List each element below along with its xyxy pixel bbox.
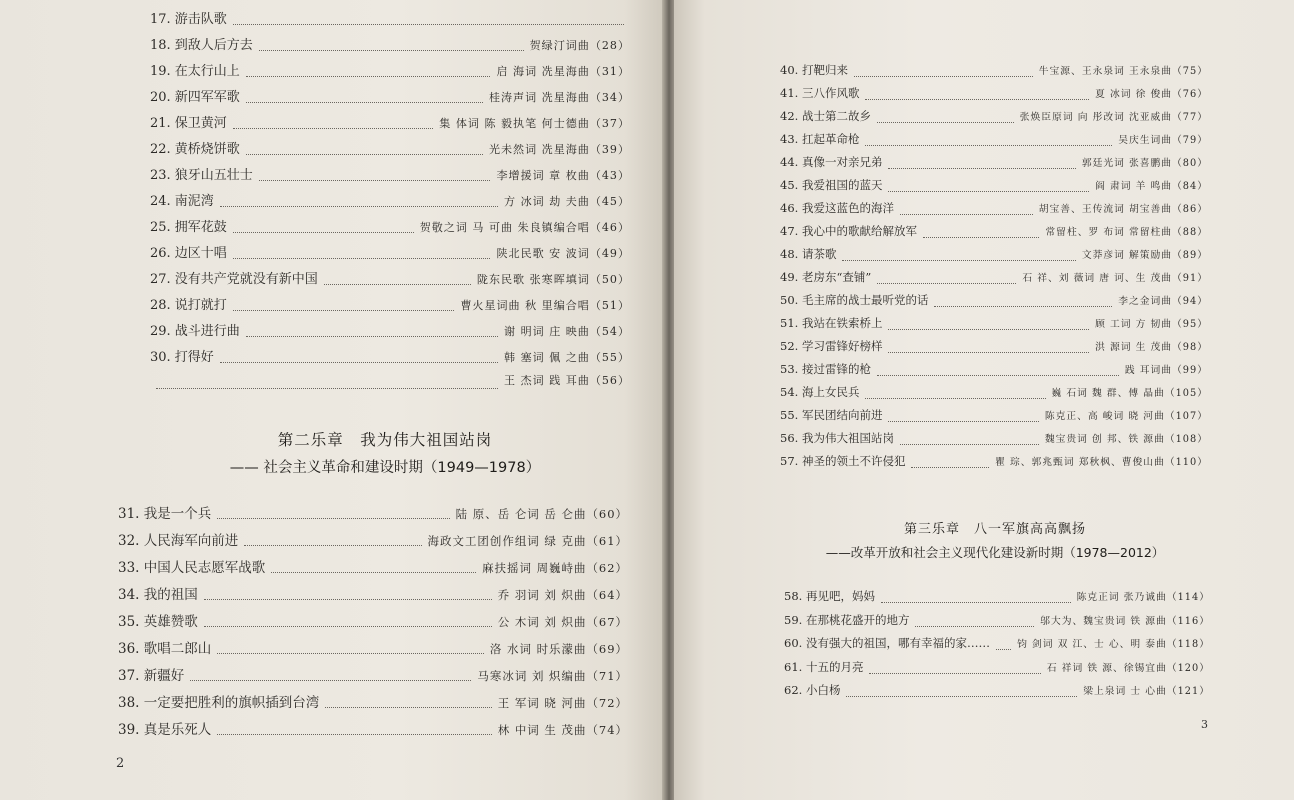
entry-credit: 曹火星词曲 秋 里编合唱（51）	[460, 299, 630, 312]
entry-title: 60. 没有强大的祖国，哪有幸福的家……	[784, 636, 990, 650]
toc-entry	[150, 8, 630, 34]
entry-title: 28. 说打就打	[150, 298, 227, 313]
entry-credit: 林 中词 生 茂曲（74）	[497, 723, 628, 737]
toc-entry	[780, 384, 1208, 407]
dot-leader	[877, 375, 1119, 376]
toc-entry	[118, 610, 628, 637]
toc-list-left-top	[150, 8, 630, 408]
toc-entry	[780, 154, 1208, 177]
toc-entry	[784, 588, 1210, 612]
entry-title: 41. 三八作风歌	[780, 86, 860, 100]
toc-entry	[150, 60, 630, 86]
dot-leader	[204, 599, 492, 600]
entry-title: 24. 南泥湾	[150, 194, 214, 209]
dot-leader	[259, 180, 491, 181]
entry-credit: 阎 肃词 羊 鸣曲（84）	[1095, 181, 1208, 192]
dot-leader	[233, 258, 491, 259]
toc-entry	[150, 216, 630, 242]
dot-leader	[325, 707, 491, 708]
dot-leader	[217, 734, 491, 735]
entry-credit: 张焕臣原词 向 彤改词 沈亚威曲（77）	[1019, 112, 1208, 123]
chapter-subtitle: ——改革开放和社会主义现代化建设新时期（1978—2012）	[825, 545, 1165, 560]
toc-entry	[780, 361, 1208, 384]
toc-entry	[150, 242, 630, 268]
toc-entry	[118, 502, 628, 529]
entry-title: 38. 一定要把胜利的旗帜插到台湾	[118, 695, 320, 711]
entry-credit: 李之金词曲（94）	[1118, 296, 1208, 307]
entry-title: 57. 神圣的领土不许侵犯	[780, 454, 906, 468]
entry-credit: 桂涛声词 冼星海曲（34）	[488, 91, 630, 104]
entry-title: 61. 十五的月亮	[784, 659, 864, 674]
dot-leader	[888, 329, 1089, 330]
toc-entry	[150, 190, 630, 216]
entry-title: 30. 打得好	[150, 350, 214, 365]
toc-entry	[150, 372, 630, 398]
entry-credit: 贺敬之词 马 可曲 朱良镇编合唱（46）	[419, 221, 630, 234]
entry-credit: 文莽彦词 解策励曲（89）	[1081, 250, 1208, 261]
dot-leader	[233, 24, 624, 25]
toc-entry	[150, 86, 630, 112]
entry-title: 40. 打靶归来	[780, 63, 848, 77]
entry-title: 48. 请茶歌	[780, 247, 837, 261]
entry-title: 49. 老房东“查铺”	[780, 270, 872, 284]
toc-entry	[784, 659, 1210, 683]
toc-entry	[150, 112, 630, 138]
toc-entry	[780, 246, 1208, 269]
entry-credit: 李增援词 章 枚曲（43）	[496, 169, 630, 182]
toc-entry	[150, 164, 630, 190]
toc-entry	[780, 453, 1208, 476]
toc-entry	[780, 292, 1208, 315]
dot-leader	[881, 602, 1071, 603]
toc-entry	[118, 556, 628, 583]
entry-credit: 邬大为、魏宝贵词 铁 源曲（116）	[1040, 615, 1210, 627]
entry-title: 25. 拥军花鼓	[150, 220, 227, 235]
entry-credit: 光未然词 冼星海曲（39）	[488, 143, 630, 156]
entry-title: 17. 游击队歌	[150, 12, 227, 27]
entry-credit: 践 耳词曲（99）	[1124, 365, 1208, 376]
entry-title: 62. 小白杨	[784, 683, 841, 697]
toc-entry	[780, 131, 1208, 154]
dot-leader	[877, 283, 1016, 284]
chapter-title: 第三乐章 八一军旗高高飘扬	[903, 522, 1086, 537]
entry-title: 36. 歌唱二郎山	[118, 641, 212, 657]
toc-entry	[784, 682, 1210, 706]
dot-leader	[190, 680, 471, 681]
dot-leader	[888, 168, 1075, 169]
entry-title: 46. 我爱这蓝色的海洋	[780, 201, 894, 215]
toc-entry	[118, 664, 628, 691]
dot-leader	[877, 122, 1014, 123]
dot-leader	[271, 572, 476, 573]
toc-entry	[150, 320, 630, 346]
entry-credit: 顾 工词 方 韧曲（95）	[1095, 319, 1208, 330]
entry-title: 43. 扛起革命枪	[780, 132, 860, 146]
toc-entry	[780, 430, 1208, 453]
dot-leader	[996, 649, 1011, 650]
page-number-right: 3	[1201, 718, 1208, 731]
dot-leader	[865, 99, 1089, 100]
entry-title: 32. 人民海军向前进	[118, 533, 239, 549]
entry-credit: 方 冰词 劫 夫曲（45）	[504, 195, 630, 208]
entry-credit: 麻扶摇词 周巍峙曲（62）	[482, 561, 628, 575]
entry-credit: 巍 石词 魏 群、傅 晶曲（105）	[1051, 388, 1208, 399]
dot-leader	[204, 626, 492, 627]
toc-entry	[784, 635, 1210, 659]
entry-credit: 公 木词 刘 炽曲（67）	[497, 615, 628, 629]
entry-title: 51. 我站在铁索桥上	[780, 316, 883, 330]
entry-title: 47. 我心中的歌献给解放军	[780, 224, 917, 238]
entry-title: 29. 战斗进行曲	[150, 324, 240, 339]
entry-title: 21. 保卫黄河	[150, 116, 227, 131]
page-number-left: 2	[116, 756, 125, 771]
entry-title: 56. 我为伟大祖国站岗	[780, 431, 894, 445]
entry-credit: 集 体词 陈 毅执笔 何士德曲（37）	[439, 117, 630, 130]
entry-credit: 谢 明词 庄 映曲（54）	[504, 325, 630, 338]
entry-credit: 牛宝源、王永泉词 王永泉曲（75）	[1038, 66, 1208, 77]
toc-entry	[780, 85, 1208, 108]
dot-leader	[900, 214, 1033, 215]
entry-credit: 王 军词 晓 河曲（72）	[497, 696, 628, 710]
toc-entry	[780, 200, 1208, 223]
entry-title: 19. 在太行山上	[150, 64, 240, 79]
entry-credit: 郭廷光词 张喜鹏曲（80）	[1081, 158, 1208, 169]
toc-entry	[150, 294, 630, 320]
toc-entry	[780, 108, 1208, 131]
entry-credit: 石 祥、刘 薇词 唐 诃、生 茂曲（91）	[1022, 273, 1208, 284]
entry-credit: 梁上泉词 士 心曲（121）	[1083, 686, 1210, 697]
toc-entry	[118, 691, 628, 718]
entry-title: 26. 边区十唱	[150, 246, 227, 261]
dot-leader	[900, 444, 1039, 445]
entry-title: 18. 到敌人后方去	[150, 38, 253, 53]
dot-leader	[923, 237, 1039, 238]
toc-entry	[150, 34, 630, 60]
entry-credit: 海政文工团创作组词 绿 克曲（61）	[427, 534, 628, 548]
dot-leader	[217, 653, 484, 654]
entry-credit: 瞿 琮、郭兆甄词 郑秋枫、曹俊山曲（110）	[995, 457, 1208, 468]
dot-leader	[259, 50, 524, 51]
dot-leader	[911, 467, 989, 468]
toc-entry	[150, 268, 630, 294]
toc-entry	[118, 583, 628, 610]
entry-credit: 洛 水词 时乐濛曲（69）	[489, 642, 628, 656]
entry-title: 37. 新疆好	[118, 668, 185, 684]
dot-leader	[934, 306, 1112, 307]
entry-title: 59. 在那桃花盛开的地方	[784, 612, 910, 627]
entry-title: 27. 没有共产党就没有新中国	[150, 272, 318, 287]
entry-credit: 贺绿汀词曲（28）	[529, 39, 630, 52]
entry-title: 34. 我的祖国	[118, 587, 198, 603]
dot-leader	[217, 518, 449, 519]
entry-title: 31. 我是一个兵	[118, 506, 212, 522]
toc-entry	[118, 637, 628, 664]
dot-leader	[888, 421, 1038, 422]
entry-title: 42. 战士第二故乡	[780, 109, 871, 123]
entry-title: 55. 军民团结向前进	[780, 408, 883, 422]
toc-list-left-bottom	[118, 502, 628, 742]
toc-entry	[784, 612, 1210, 636]
dot-leader	[246, 336, 498, 337]
dot-leader	[246, 154, 483, 155]
toc-list-right-top	[780, 62, 1208, 492]
toc-entry	[780, 407, 1208, 430]
dot-leader	[842, 260, 1075, 261]
entry-title: 22. 黄桥烧饼歌	[150, 142, 240, 157]
dot-leader	[220, 362, 498, 363]
dot-leader	[865, 398, 1045, 399]
entry-credit: 吴庆生词曲（79）	[1118, 135, 1208, 146]
toc-entry	[118, 718, 628, 745]
dot-leader	[246, 102, 483, 103]
entry-title: 45. 我爱祖国的蓝天	[780, 178, 883, 192]
dot-leader	[220, 206, 498, 207]
entry-credit: 钧 剑词 双 江、士 心、明 泰曲（118）	[1017, 639, 1210, 650]
entry-credit: 王 杰词 践 耳曲（56）	[504, 374, 630, 387]
entry-title: 23. 狼牙山五壮士	[150, 168, 253, 183]
entry-credit: 魏宝贵词 创 邦、铁 源曲（108）	[1044, 434, 1208, 445]
dot-leader	[888, 352, 1089, 353]
entry-title: 53. 接过雷锋的枪	[780, 362, 871, 376]
dot-leader	[915, 626, 1034, 627]
entry-credit: 陕北民歌 安 波词（49）	[496, 247, 630, 260]
toc-entry	[150, 346, 630, 372]
entry-title: 44. 真像一对亲兄弟	[780, 155, 883, 169]
entry-credit: 陈克正、高 峻词 晓 河曲（107）	[1044, 411, 1208, 422]
entry-credit: 陆 原、岳 仑词 岳 仑曲（60）	[455, 507, 628, 521]
dot-leader	[846, 696, 1077, 697]
dot-leader	[156, 388, 498, 389]
entry-credit: 陈克正词 张乃诚曲（114）	[1076, 592, 1210, 603]
dot-leader	[233, 128, 433, 129]
dot-leader	[324, 284, 471, 285]
dot-leader	[233, 232, 414, 233]
entry-credit: 启 海词 冼星海曲（31）	[496, 65, 630, 78]
dot-leader	[244, 545, 421, 546]
chapter-subtitle: —— 社会主义革命和建设时期（1949—1978）	[229, 460, 541, 476]
entry-title: 35. 英雄赞歌	[118, 614, 198, 630]
toc-entry	[780, 177, 1208, 200]
toc-entry	[780, 269, 1208, 292]
dot-leader	[888, 191, 1089, 192]
chapter-title: 第二乐章 我为伟大祖国站岗	[277, 431, 493, 449]
entry-credit: 洪 源词 生 茂曲（98）	[1095, 342, 1208, 353]
toc-entry	[780, 338, 1208, 361]
dot-leader	[865, 145, 1112, 146]
entry-title: 54. 海上女民兵	[780, 385, 860, 399]
entry-title: 39. 真是乐死人	[118, 722, 212, 738]
entry-credit: 常留柱、罗 布词 常留柱曲（88）	[1045, 227, 1208, 238]
dot-leader	[246, 76, 491, 77]
toc-entry	[150, 138, 630, 164]
entry-credit: 乔 羽词 刘 炽曲（64）	[497, 588, 628, 602]
dot-leader	[854, 76, 1033, 77]
entry-credit: 胡宝善、王传流词 胡宝善曲（86）	[1038, 204, 1208, 215]
toc-entry	[780, 223, 1208, 246]
entry-credit: 韩 塞词 佩 之曲（55）	[504, 351, 630, 364]
entry-credit: 夏 冰词 徐 俊曲（76）	[1095, 89, 1208, 100]
entry-title: 52. 学习雷锋好榜样	[780, 339, 883, 353]
dot-leader	[233, 310, 455, 311]
entry-credit: 马寒冰词 刘 炽编曲（71）	[477, 669, 628, 683]
entry-credit: 陇东民歌 张寒晖填词（50）	[476, 273, 630, 286]
toc-entry	[780, 315, 1208, 338]
toc-entry	[118, 529, 628, 556]
toc-list-right-bottom	[784, 588, 1210, 718]
dot-leader	[869, 673, 1040, 674]
entry-title: 20. 新四军军歌	[150, 90, 240, 105]
entry-title: 33. 中国人民志愿军战歌	[118, 560, 266, 576]
entry-title: 50. 毛主席的战士最听党的话	[780, 293, 929, 307]
toc-entry	[780, 62, 1208, 85]
entry-title: 58. 再见吧，妈妈	[784, 589, 875, 603]
entry-credit: 石 祥词 铁 源、徐锡宜曲（120）	[1046, 662, 1210, 674]
